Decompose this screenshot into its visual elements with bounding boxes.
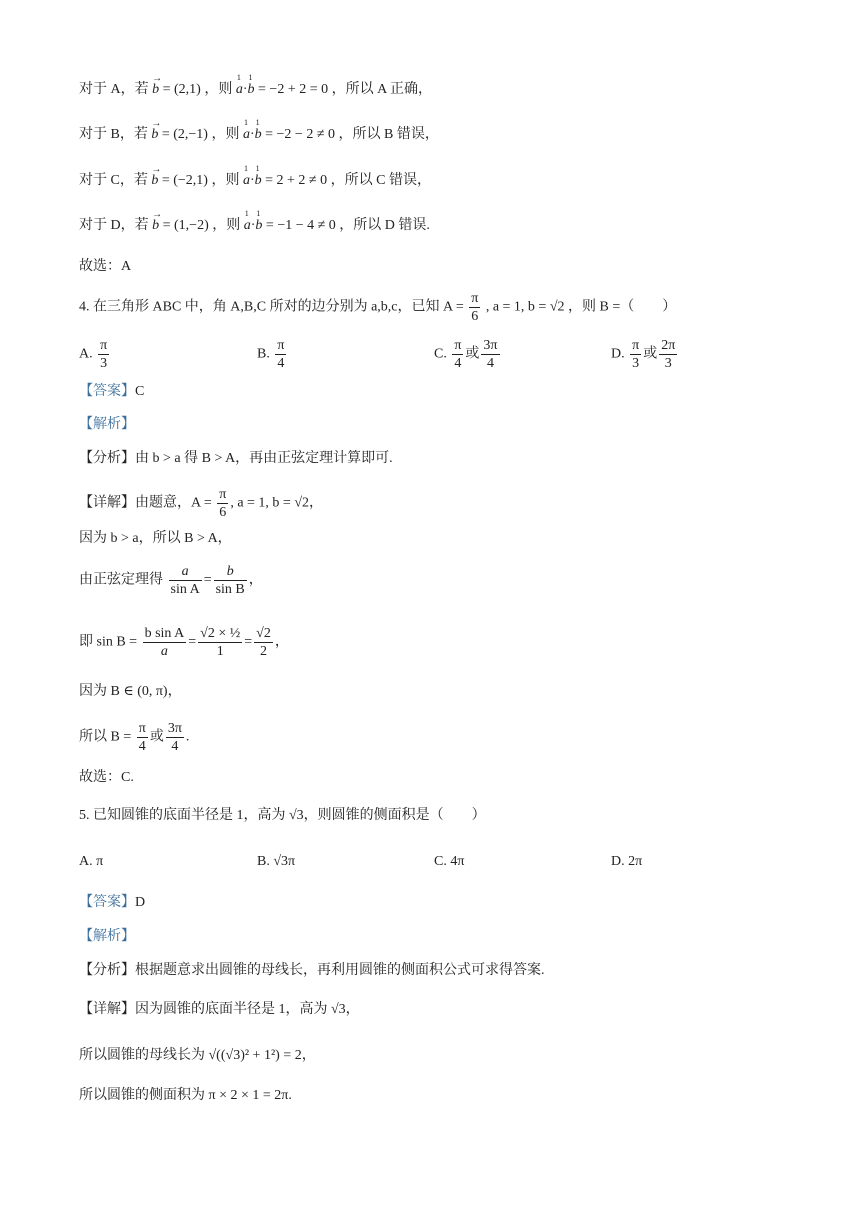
review-b-lead: 对于 B，若 [79, 127, 148, 142]
review-line-a: 对于 A，若 → b = (2,1) ，则 1 a·1 b = −2 + 2 = 0 ，所以 A 正确， [79, 80, 432, 100]
fraction-numerator: π [454, 338, 462, 353]
xj-text: 由正弦定理得 [79, 572, 163, 588]
option-label: A. [79, 346, 93, 362]
option-or: 或 [149, 729, 164, 745]
review-d-lead: 对于 D，若 [79, 218, 149, 233]
review-line-b: 对于 B，若 → b = (2,−1) ，则 1 a·1 b = −2 − 2 ≠ 0 ，所以 B 错误， [79, 125, 439, 145]
fraction-numerator: 3π [483, 338, 498, 353]
q5-option-d[interactable]: D. 2π [611, 854, 643, 869]
q4-option-b[interactable] [257, 337, 288, 372]
xj-fraction [254, 625, 273, 660]
review-c-dot: = 2 + 2 ≠ 0 [265, 173, 328, 188]
fraction-numerator: √2 × ½ [200, 626, 241, 641]
fraction-denominator: 3 [659, 354, 677, 372]
fenxi-tag: 【分析】 [79, 963, 135, 978]
review-b-dot: = −2 − 2 ≠ 0 [265, 127, 336, 142]
option-fraction [452, 337, 463, 372]
fraction-numerator: π [219, 487, 227, 502]
fraction-denominator: 4 [166, 737, 184, 755]
fraction-denominator: 3 [98, 354, 109, 372]
q5-xiangjie-2: 所以圆锥的母线长为 √((√3)² + 1²) = 2， [79, 1048, 316, 1063]
vector-b: → b [152, 80, 159, 100]
xiangjie-tag: 【详解】 [79, 1002, 135, 1017]
fraction-denominator: 4 [275, 354, 286, 372]
fraction-denominator: 3 [630, 354, 641, 372]
q4-stem-mid: , a = 1, b = √2 [485, 299, 565, 315]
xj-fraction [169, 563, 202, 598]
q5-analysis-tag: 【解析】 [79, 929, 135, 944]
q4-stem-end: ，则 B =（ ） [568, 299, 677, 315]
fenxi-text: 由 b > a 得 B > A，再由正弦定理计算即可. [135, 451, 393, 466]
q4-stem [79, 290, 676, 325]
fraction-numerator: π [471, 291, 479, 306]
q5-option-a[interactable]: A. π [79, 854, 104, 869]
fraction-denominator: 4 [137, 737, 148, 755]
fraction-denominator: 1 [198, 642, 242, 660]
vector-b: → b [151, 125, 158, 145]
xj-text-end: ， [248, 572, 263, 588]
fraction-denominator: 6 [217, 503, 228, 521]
option-label: D. [611, 346, 625, 362]
fraction-denominator: 4 [452, 354, 463, 372]
q4-analysis-tag: 【解析】 [79, 417, 135, 432]
vector-a: 1 a [244, 216, 251, 236]
review-c-value: = (−2,1) [161, 173, 208, 188]
q4-answer [79, 382, 144, 402]
fraction-numerator: b sin A [144, 626, 185, 641]
option-fraction [275, 337, 286, 372]
fraction-denominator: 6 [469, 307, 480, 325]
q5-fenxi [79, 961, 545, 981]
review-c-lead: 对于 C，若 [79, 173, 148, 188]
q4-xiangjie-2: 因为 b > a，所以 B > A， [79, 531, 232, 546]
vector-a: 1 a [243, 125, 250, 145]
xiangjie-tag: 【详解】 [79, 495, 135, 511]
q5-xiangjie-1 [79, 1000, 360, 1020]
q5-xiangjie-3: 所以圆锥的侧面积为 π × 2 × 1 = 2π. [79, 1088, 292, 1103]
xj-text: 因为圆锥的底面半径是 1，高为 √3， [135, 1002, 360, 1017]
vector-b-dot: 1 b [248, 80, 255, 100]
xj-fraction [137, 720, 148, 755]
review-line-c: 对于 C，若 → b = (−2,1) ，则 1 a·1 b = 2 + 2 ≠ 0 ，所以 C 错误， [79, 171, 431, 191]
review-a-lead: 对于 A，若 [79, 82, 149, 97]
xj-fraction [214, 563, 247, 598]
q4-option-d[interactable] [611, 337, 679, 372]
option-or: 或 [465, 346, 480, 362]
q4-xiangjie-5: 因为 B ∈ (0, π)， [79, 684, 182, 699]
q4-stem-start: 4. 在三角形 ABC 中，角 A,B,C 所对的边分别为 a,b,c，已知 A = [79, 299, 464, 315]
fraction-numerator: π [100, 338, 108, 353]
q4-xiangjie-6 [79, 720, 189, 755]
fraction-denominator: a [143, 642, 187, 660]
q4-choice: 故选：C. [79, 770, 134, 785]
fraction-denominator: 4 [481, 354, 499, 372]
option-fraction [630, 337, 641, 372]
answer-tag: 【答案】 [79, 384, 135, 399]
review-line-d: 对于 D，若 → b = (1,−2) ，则 1 a·1 b = −1 − 4 ≠ 0 ，所以 D 错误. [79, 216, 430, 236]
fraction-numerator: a [181, 564, 189, 579]
fraction-denominator: sin A [170, 582, 200, 597]
xj-text-end: . [185, 729, 190, 745]
review-b-value: = (2,−1) [161, 127, 208, 142]
option-fraction [659, 337, 677, 372]
xj-fraction [217, 486, 228, 521]
option-or: 或 [643, 346, 658, 362]
fenxi-tag: 【分析】 [79, 451, 135, 466]
review-d-value: = (1,−2) [162, 218, 209, 233]
q5-answer [79, 893, 145, 913]
review-a-mid: ，则 [204, 82, 233, 97]
fraction-numerator: b [226, 564, 234, 579]
xj-fraction [166, 720, 184, 755]
fraction-denominator: sin B [215, 582, 245, 597]
fraction-numerator: π [138, 721, 146, 736]
option-fraction [481, 337, 499, 372]
review-a-dot: = −2 + 2 = 0 [258, 82, 329, 97]
vector-b-dot: 1 b [255, 171, 262, 191]
answer-tag: 【答案】 [79, 895, 135, 910]
review-b-mid: ，则 [211, 127, 240, 142]
answer-value: D [135, 895, 146, 910]
sinb-label: sin B = [96, 634, 138, 650]
review-d-dot: = −1 − 4 ≠ 0 [265, 218, 336, 233]
equals-sign: = [203, 572, 212, 588]
fraction-numerator: 3π [167, 721, 182, 736]
xj-text: 所以 B = [79, 729, 132, 745]
fenxi-text: 根据题意求出圆锥的母线长，再利用圆锥的侧面积公式可求得答案. [135, 963, 545, 978]
xj-text-end: ， [274, 634, 289, 650]
review-d-tail: ，所以 D 错误. [339, 218, 430, 233]
q4-xiangjie-1 [79, 486, 323, 521]
q4-option-c[interactable] [434, 337, 502, 372]
review-c-tail: ，所以 C 错误， [330, 173, 431, 188]
answer-value: C [135, 384, 145, 399]
option-fraction [98, 337, 109, 372]
vector-b-dot: 1 b [255, 216, 262, 236]
review-c-mid: ，则 [211, 173, 240, 188]
vector-a: 1 a [243, 171, 250, 191]
vector-a: 1 a [236, 80, 243, 100]
review-a-value: = (2,1) [162, 82, 201, 97]
review-d-mid: ，则 [212, 218, 241, 233]
xj-fraction [143, 625, 187, 660]
q4-xiangjie-3 [79, 563, 263, 598]
option-label: B. [257, 346, 270, 362]
xj-fraction [198, 625, 242, 660]
fraction-denominator: 2 [254, 642, 273, 660]
review-a-tail: ，所以 A 正确， [331, 82, 432, 97]
vector-b-dot: 1 b [255, 125, 262, 145]
xj-text-end: , a = 1, b = √2， [230, 495, 324, 511]
q4-given-fraction [469, 290, 480, 325]
fraction-numerator: π [632, 338, 640, 353]
vector-b: → b [151, 171, 158, 191]
q5-option-b[interactable]: B. √3π [257, 854, 296, 869]
q4-fenxi [79, 449, 393, 469]
vector-b: → b [152, 216, 159, 236]
review-b-tail: ，所以 B 错误， [338, 127, 439, 142]
q4-option-a[interactable] [79, 337, 111, 372]
fraction-numerator: π [277, 338, 285, 353]
fraction-numerator: 2π [661, 338, 676, 353]
fraction-numerator: √2 [256, 626, 271, 641]
xj-text: 由题意，A = [135, 495, 212, 511]
option-label: C. [434, 346, 447, 362]
xj-text: 即 [79, 634, 93, 650]
review-choice: 故选：A [79, 259, 132, 274]
q4-xiangjie-4: 即 sin B = $\frac{\text{b sin A}}{a}$ = $\frac{\text{√2 × ½}}{1}$ = $\frac{√2}{2}$ ， [79, 626, 289, 659]
q5-option-c[interactable]: C. 4π [434, 854, 465, 869]
q5-stem: 5. 已知圆锥的底面半径是 1，高为 √3，则圆锥的侧面积是（ ） [79, 808, 486, 823]
